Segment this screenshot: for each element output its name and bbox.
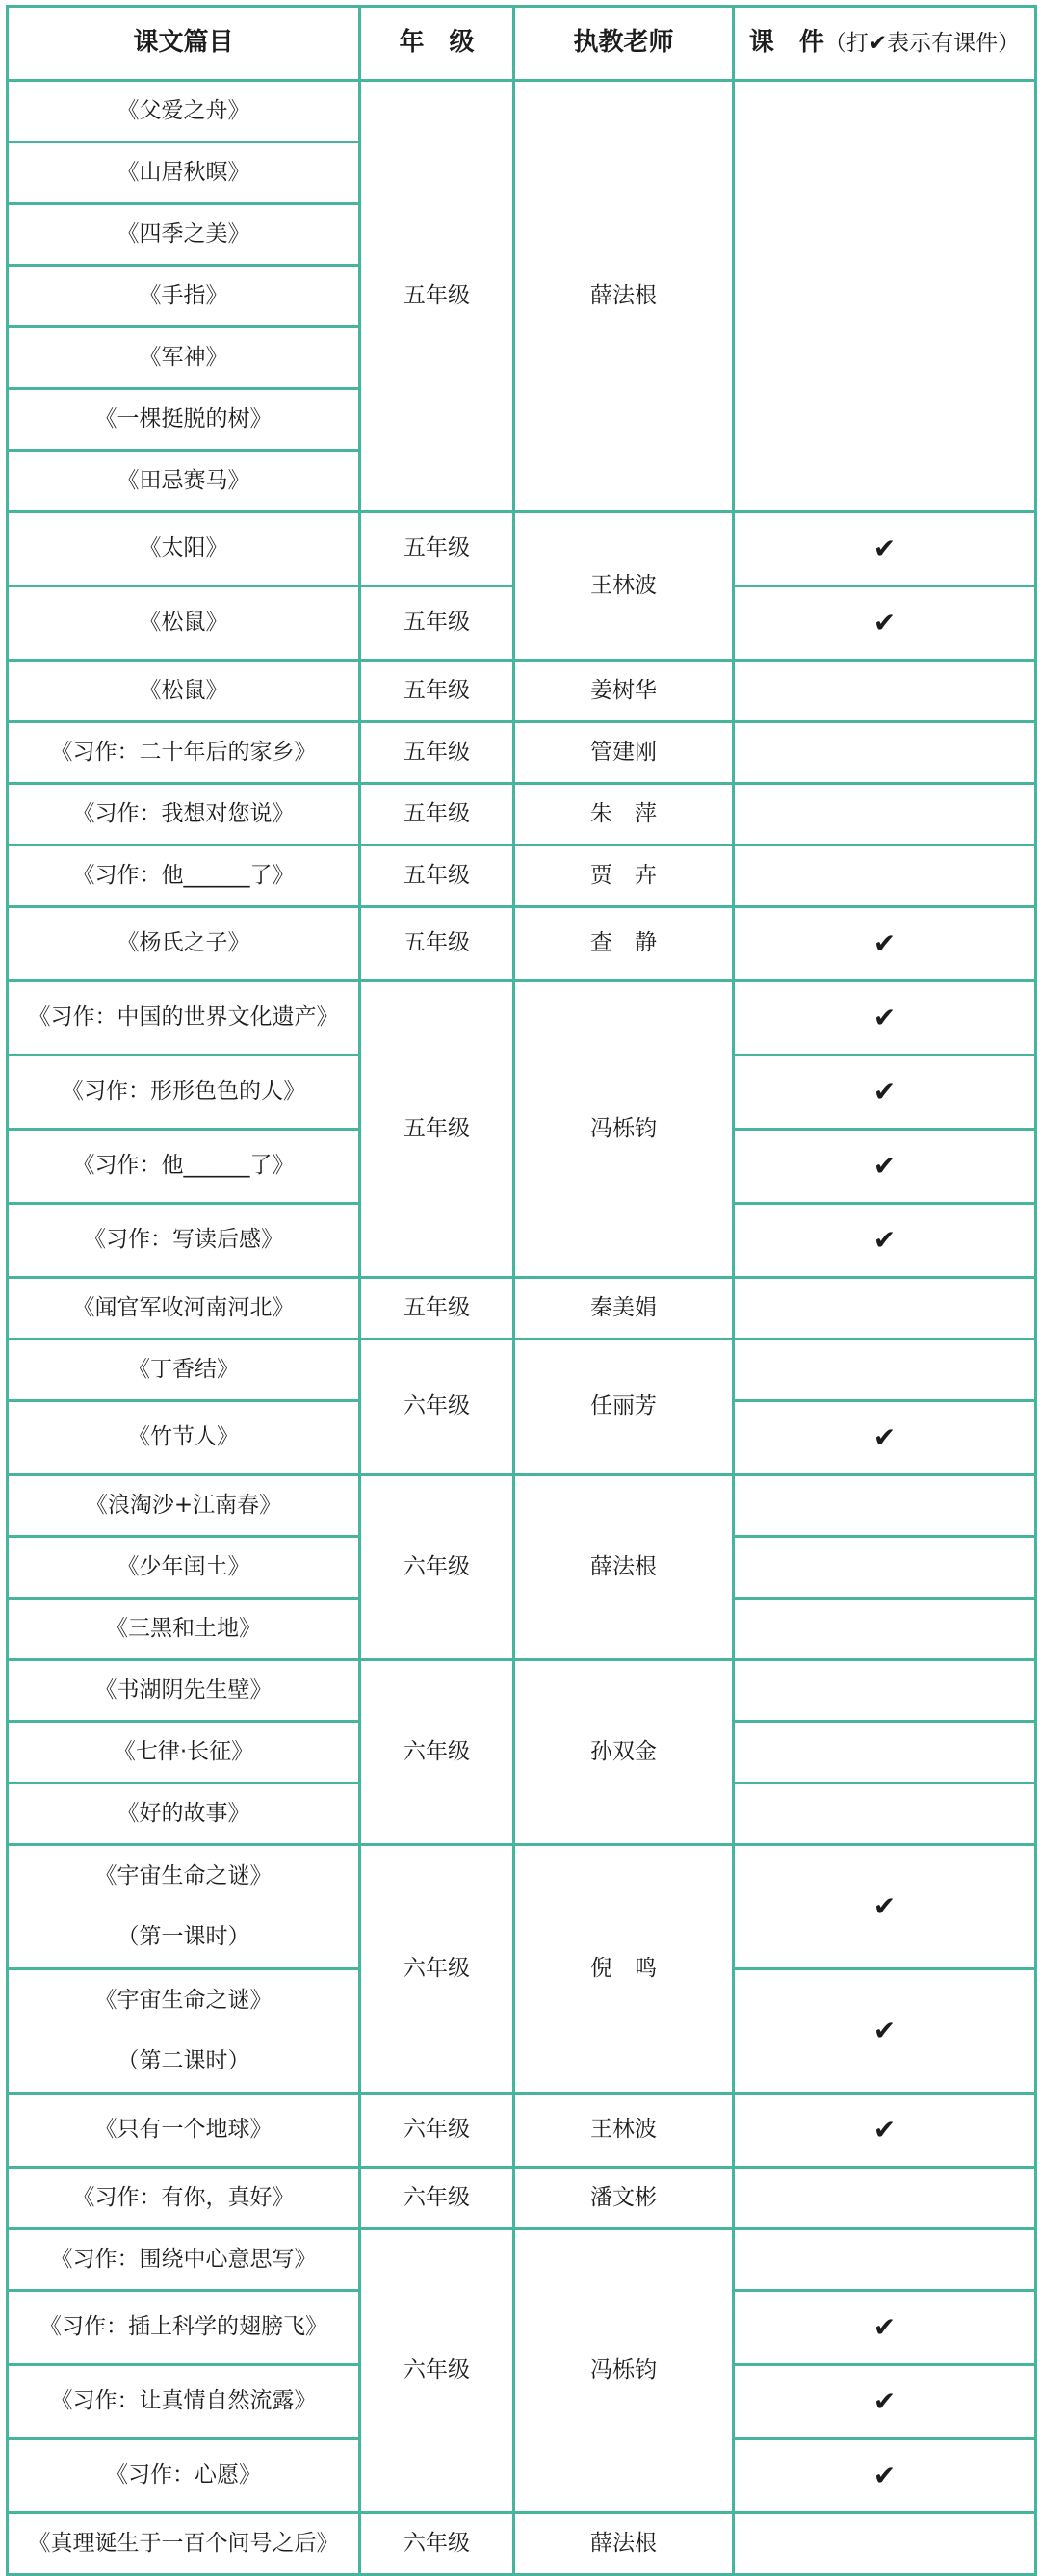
lesson-cell: 《习作：他______了》 (8, 846, 360, 907)
courseware-cell (734, 1783, 1036, 1845)
lesson-cell: 《杨氏之子》 (8, 907, 360, 981)
courseware-cell (734, 1660, 1036, 1722)
courseware-cell: ✔ (734, 2439, 1036, 2513)
lesson-cell: 《习作：让真情自然流露》 (8, 2365, 360, 2439)
lesson-cell: 《习作：有你，真好》 (8, 2168, 360, 2229)
lesson-cell: 《习作：心愿》 (8, 2439, 360, 2513)
teacher-cell: 潘文彬 (514, 2168, 734, 2229)
lesson-cell: 《浪淘沙+江南春》 (8, 1475, 360, 1537)
grade-cell: 六年级 (360, 2094, 514, 2168)
teacher-cell: 倪 鸣 (514, 1845, 734, 2094)
lesson-cell: 《七律·长征》 (8, 1722, 360, 1783)
lesson-cell: 《四季之美》 (8, 204, 360, 266)
lesson-cell: 《习作：写读后感》 (8, 1204, 360, 1278)
courseware-cell: ✔ (734, 981, 1036, 1055)
grade-cell: 五年级 (360, 586, 514, 661)
header-grade: 年 级 (360, 7, 514, 81)
lesson-cell: 《闻官军收河南河北》 (8, 1278, 360, 1340)
lesson-cell: 《只有一个地球》 (8, 2094, 360, 2168)
teacher-cell: 冯栎钧 (514, 2229, 734, 2513)
lesson-title: 《宇宙生命之谜》 (94, 1863, 273, 1888)
table-row (8, 512, 1036, 586)
header-teacher: 执教老师 (514, 7, 734, 81)
lesson-subtitle: （第一课时） (117, 1924, 250, 1949)
table-row (8, 2094, 1036, 2168)
courseware-cell (734, 1722, 1036, 1783)
lesson-cell: 《真理诞生于一百个问号之后》 (8, 2513, 360, 2575)
table-row (8, 1475, 1036, 1537)
courseware-cell (734, 1599, 1036, 1660)
table-row (8, 2168, 1036, 2229)
courseware-cell (734, 1278, 1036, 1340)
courseware-cell: ✔ (734, 1055, 1036, 1130)
lesson-cell: 《习作：形形色色的人》 (8, 1055, 360, 1130)
lesson-cell: 《父爱之舟》 (8, 81, 360, 143)
grade-cell: 六年级 (360, 2168, 514, 2229)
lesson-cell: 《山居秋暝》 (8, 143, 360, 204)
grade-cell: 五年级 (360, 907, 514, 981)
lesson-subtitle: （第二课时） (117, 2048, 250, 2073)
lesson-cell: 《田忌赛马》 (8, 451, 360, 512)
header-courseware-note: （打✔表示有课件） (823, 31, 1021, 57)
table-row (8, 784, 1036, 846)
table-row (8, 2513, 1036, 2575)
grade-cell: 五年级 (360, 512, 514, 586)
courseware-cell (734, 784, 1036, 846)
grade-cell: 五年级 (360, 1278, 514, 1340)
lesson-cell: 《松鼠》 (8, 586, 360, 661)
table-row (8, 981, 1036, 1055)
teacher-cell: 秦美娟 (514, 1278, 734, 1340)
courseware-cell: ✔ (734, 1130, 1036, 1204)
lesson-cell: 《书湖阴先生壁》 (8, 1660, 360, 1722)
teacher-cell: 薛法根 (514, 2513, 734, 2575)
courseware-cell (734, 2513, 1036, 2575)
teacher-cell: 管建刚 (514, 722, 734, 784)
grade-cell: 五年级 (360, 661, 514, 722)
courseware-cell: ✔ (734, 586, 1036, 661)
lesson-cell: 《手指》 (8, 266, 360, 327)
teacher-cell: 姜树华 (514, 661, 734, 722)
lesson-title: 《宇宙生命之谜》 (94, 1988, 273, 2013)
courseware-cell (734, 1340, 1036, 1401)
lesson-cell: 《习作：二十年后的家乡》 (8, 722, 360, 784)
table-row (8, 722, 1036, 784)
grade-cell: 六年级 (360, 1660, 514, 1845)
teacher-cell: 王林波 (514, 512, 734, 661)
table-row (8, 1660, 1036, 1722)
header-lesson: 课文篇目 (8, 7, 360, 81)
lesson-cell: 《松鼠》 (8, 661, 360, 722)
courseware-cell (734, 81, 1036, 512)
grade-cell: 六年级 (360, 2513, 514, 2575)
courseware-cell: ✔ (734, 1845, 1036, 1969)
courseware-cell: ✔ (734, 1204, 1036, 1278)
table-row (8, 1278, 1036, 1340)
lesson-cell: 《太阳》 (8, 512, 360, 586)
teacher-cell: 薛法根 (514, 1475, 734, 1660)
courseware-cell (734, 2168, 1036, 2229)
grade-cell: 五年级 (360, 784, 514, 846)
table-row (8, 846, 1036, 907)
courseware-cell (734, 1475, 1036, 1537)
courseware-cell (734, 722, 1036, 784)
courseware-cell: ✔ (734, 2291, 1036, 2365)
table-row (8, 907, 1036, 981)
teacher-cell: 查 静 (514, 907, 734, 981)
courseware-cell: ✔ (734, 512, 1036, 586)
lesson-cell (8, 1845, 360, 1969)
courseware-cell: ✔ (734, 907, 1036, 981)
lesson-cell: 《习作：围绕中心意思写》 (8, 2229, 360, 2291)
lesson-cell (8, 1969, 360, 2094)
courseware-cell (734, 2229, 1036, 2291)
lesson-cell: 《军神》 (8, 327, 360, 389)
lesson-cell: 《习作：插上科学的翅膀飞》 (8, 2291, 360, 2365)
lesson-cell: 《习作：我想对您说》 (8, 784, 360, 846)
header-courseware (734, 7, 1036, 81)
header-courseware-label: 课 件 (748, 28, 824, 58)
table-row (8, 1340, 1036, 1401)
table-row (8, 81, 1036, 143)
grade-cell: 五年级 (360, 81, 514, 512)
lesson-cell: 《三黑和土地》 (8, 1599, 360, 1660)
courseware-cell (734, 846, 1036, 907)
lesson-cell: 《一棵挺脱的树》 (8, 389, 360, 451)
teacher-cell: 薛法根 (514, 81, 734, 512)
courseware-cell: ✔ (734, 1969, 1036, 2094)
lesson-cell: 《习作：他______了》 (8, 1130, 360, 1204)
teacher-cell: 朱 萍 (514, 784, 734, 846)
grade-cell: 六年级 (360, 1475, 514, 1660)
table-row (8, 2229, 1036, 2291)
courseware-cell: ✔ (734, 2094, 1036, 2168)
grade-cell: 六年级 (360, 1340, 514, 1475)
teacher-cell: 贾 卉 (514, 846, 734, 907)
grade-cell: 五年级 (360, 846, 514, 907)
grade-cell: 六年级 (360, 1845, 514, 2094)
teacher-cell: 孙双金 (514, 1660, 734, 1845)
courseware-cell (734, 661, 1036, 722)
lesson-cell: 《习作：中国的世界文化遗产》 (8, 981, 360, 1055)
lesson-cell: 《丁香结》 (8, 1340, 360, 1401)
grade-cell: 五年级 (360, 722, 514, 784)
lesson-cell: 《竹节人》 (8, 1401, 360, 1475)
table-row (8, 1845, 1036, 1969)
table-row (8, 661, 1036, 722)
teacher-cell: 任丽芳 (514, 1340, 734, 1475)
courseware-cell (734, 1537, 1036, 1599)
grade-cell: 六年级 (360, 2229, 514, 2513)
lesson-table (6, 5, 1037, 2576)
lesson-cell: 《少年闰土》 (8, 1537, 360, 1599)
grade-cell: 五年级 (360, 981, 514, 1278)
courseware-cell: ✔ (734, 1401, 1036, 1475)
courseware-cell: ✔ (734, 2365, 1036, 2439)
lesson-cell: 《好的故事》 (8, 1783, 360, 1845)
header-row (8, 7, 1036, 81)
teacher-cell: 冯栎钧 (514, 981, 734, 1278)
teacher-cell: 王林波 (514, 2094, 734, 2168)
